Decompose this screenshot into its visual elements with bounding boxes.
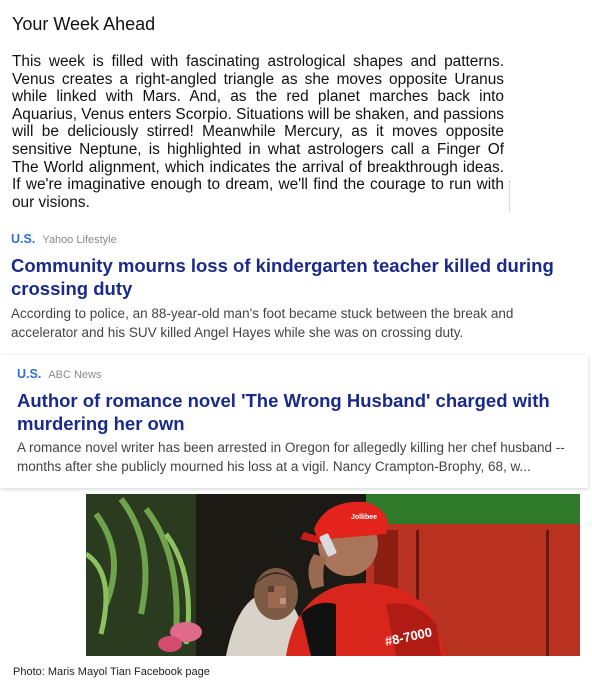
article-summary: A romance novel writer has been arrested in Oregon for allegedly killing her chef husband -- months after she publicly mourned his loss at a vigil. Nancy Crampton-Brophy, 68, w... [17, 440, 565, 474]
horoscope-panel [0, 0, 512, 214]
scroll-edge-divider [509, 181, 512, 211]
news-card[interactable] [0, 355, 588, 488]
source-label: ABC News [48, 369, 102, 381]
headline-link[interactable]: Author of romance novel 'The Wrong Husband' charged with murdering her own [17, 390, 550, 434]
category-link[interactable]: U.S. [11, 232, 36, 246]
news-photo-illustration [86, 494, 580, 656]
article-summary: According to police, an 88-year-old man's foot became stuck between the break and accelerator and his SUV killed Angel Hayes while she was on crossing duty. [11, 306, 514, 340]
photo-caption: Photo: Maris Mayol Tian Facebook page [13, 666, 210, 678]
article-meta [17, 367, 102, 381]
horoscope-title: Your Week Ahead [12, 14, 156, 34]
cap-logo-text: Jollibee [351, 514, 378, 521]
headline-link[interactable]: Community mourns loss of kindergarten teacher killed during crossing duty [11, 255, 554, 299]
source-label: Yahoo Lifestyle [42, 234, 117, 246]
news-card[interactable] [0, 224, 592, 342]
jacket-hotline-text: #8-7000 [383, 624, 434, 649]
article-meta [11, 232, 117, 246]
news-photo [86, 494, 580, 656]
category-link[interactable]: U.S. [17, 367, 42, 381]
horoscope-body: This week is filled with fascinating astrological shapes and patterns. Venus creates a right-angled triangle as she moves opposite Uranus while linked with Mars. And, as the red planet marches back into Aquarius, Venus enters Scorpio. Situations will be shaken, and passions will be deliciously stirred! Meanwhile Mercury, as it moves opposite sensitive Neptune, is highlighted in what astrologers call a Finger Of The World alignment, which indicates the arrival of breakthrough ideas. If we're imaginative enough to dream, we'll find the courage to run with our visions. [12, 53, 504, 211]
